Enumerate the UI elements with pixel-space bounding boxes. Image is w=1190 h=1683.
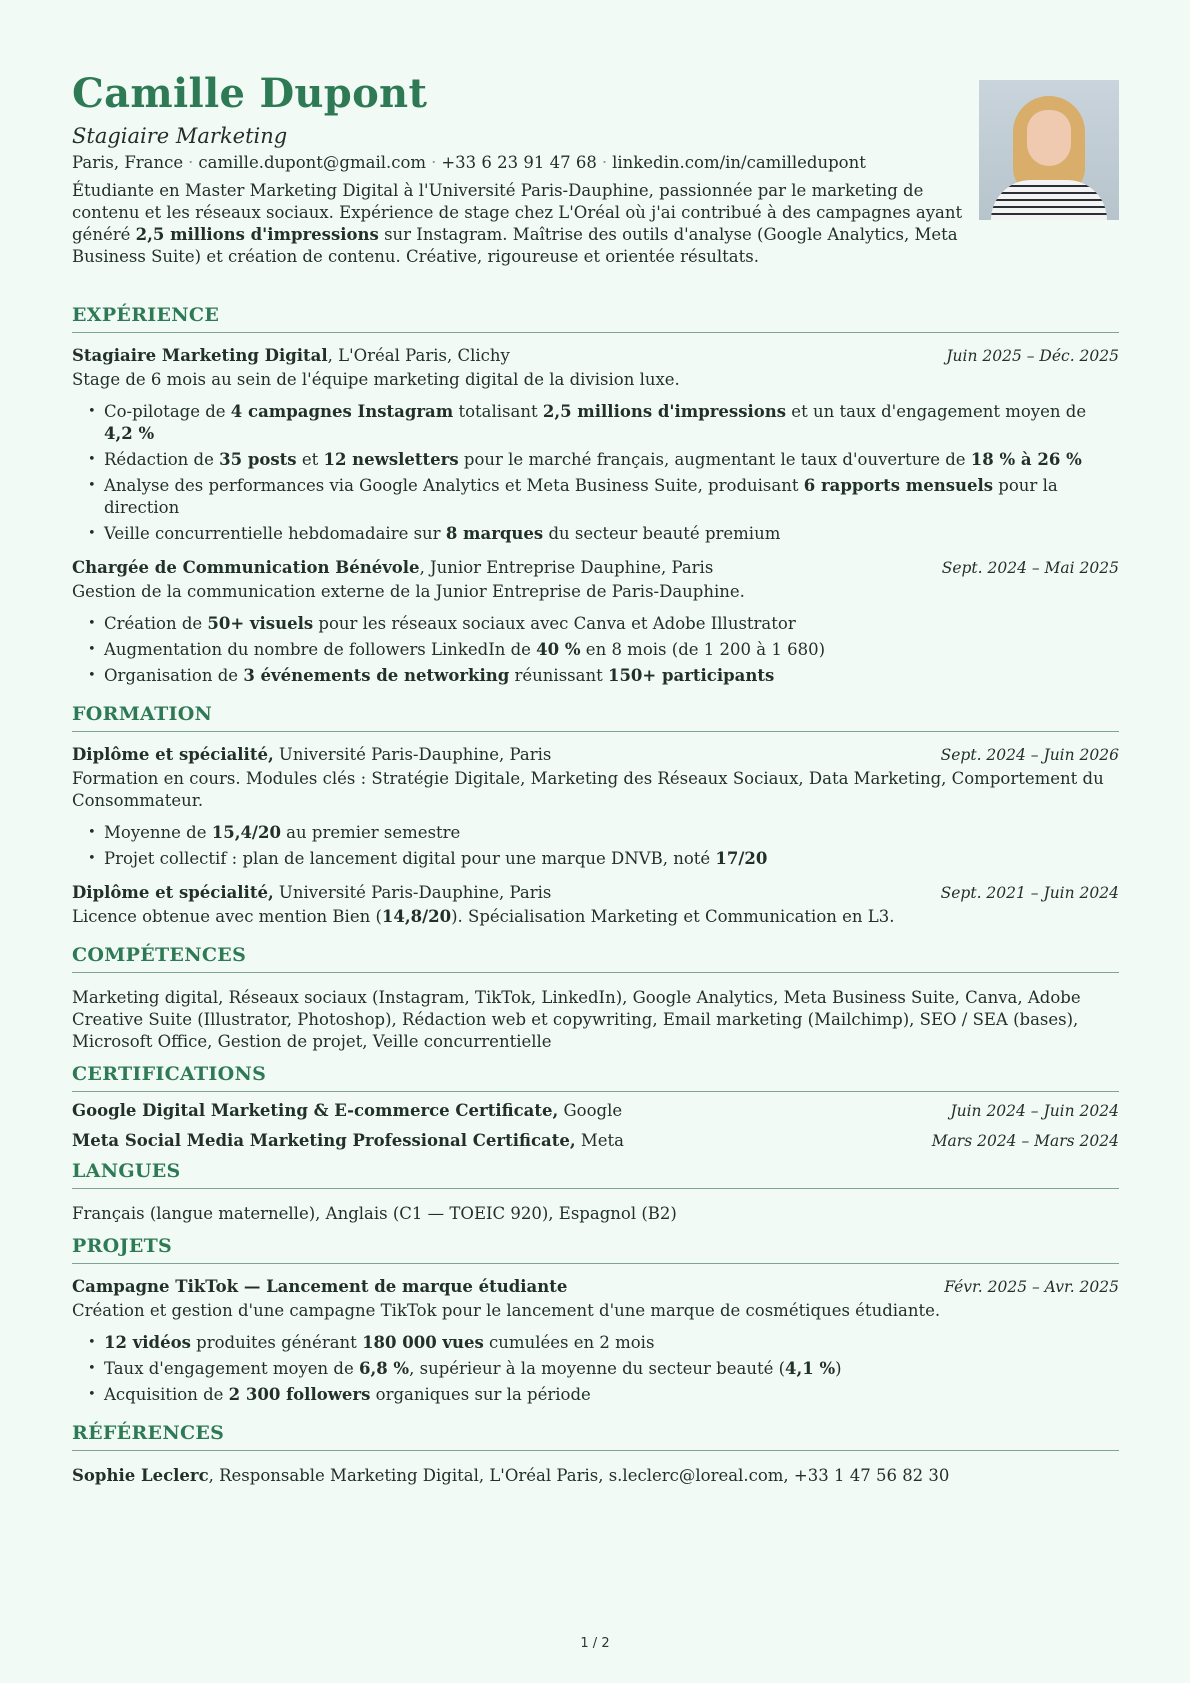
entry-date: Juin 2025 – Déc. 2025 <box>946 347 1119 365</box>
entry-item <box>72 1276 1119 1406</box>
entry-bullets <box>72 822 1119 870</box>
entry-header <box>72 1276 1119 1298</box>
certification-name: Google Digital Marketing & E-commerce Certificate, <box>72 1101 559 1120</box>
certification-item <box>72 1100 1119 1122</box>
certification-name: Meta Social Media Marketing Professional Certificate, <box>72 1131 576 1150</box>
entry-description: Stage de 6 mois au sein de l'équipe marketing digital de la division luxe. <box>72 370 680 389</box>
section-title-langues: LANGUES <box>72 1160 1119 1189</box>
contact-linkedin[interactable]: linkedin.com/in/camilledupont <box>612 153 866 172</box>
entry-header <box>72 345 1119 367</box>
certifications-list <box>72 1100 1119 1152</box>
bullet-item: • Augmentation du nombre de followers LinkedIn de 40 % en 8 mois (de 1 200 à 1 680) <box>96 639 1119 661</box>
entry-description: Licence obtenue avec mention Bien (14,8/20). Spécialisation Marketing et Communication en L3. <box>72 907 895 926</box>
entry-role: Diplôme et spécialité, <box>72 745 274 764</box>
experience-list <box>72 345 1119 687</box>
certification-date: Mars 2024 – Mars 2024 <box>931 1132 1119 1150</box>
entry-role: Campagne TikTok — Lancement de marque étudiante <box>72 1277 568 1296</box>
contact-location: Paris, France <box>72 153 184 172</box>
languages-text: Français (langue maternelle), Anglais (C1 — TOEIC 920), Espagnol (B2) <box>72 1204 677 1223</box>
resume-page <box>72 66 1119 1487</box>
entry-role: Diplôme et spécialité, <box>72 883 274 902</box>
certification-issuer: Google <box>558 1101 623 1120</box>
section-title-experience: EXPÉRIENCE <box>72 304 1119 333</box>
section-title-references: RÉFÉRENCES <box>72 1422 1119 1451</box>
resume-header <box>72 70 1119 288</box>
entry-bullets <box>72 401 1119 545</box>
bullet-item: • Acquisition de 2 300 followers organiques sur la période <box>96 1384 1119 1406</box>
certification-issuer: Meta <box>575 1131 624 1150</box>
entry-description: Création et gestion d'une campagne TikTok pour le lancement d'une marque de cosmétiques étudiante. <box>72 1301 941 1320</box>
bullet-item: • Co-pilotage de 4 campagnes Instagram totalisant 2,5 millions d'impressions et un taux d'engagement moyen de 4,2 % <box>96 401 1119 445</box>
entry-bullets <box>72 613 1119 687</box>
section-title-formation: FORMATION <box>72 703 1119 732</box>
bullet-item: • Rédaction de 35 posts et 12 newsletters pour le marché français, augmentant le taux d'ouverture de 18 % à 26 % <box>96 449 1119 471</box>
contact-line: Paris, France · camille.dupont@gmail.com · +33 6 23 91 47 68 · linkedin.com/in/camilledupont <box>72 153 866 172</box>
certification-date: Juin 2024 – Juin 2024 <box>950 1102 1119 1120</box>
bullet-item: • Projet collectif : plan de lancement digital pour une marque DNVB, noté 17/20 <box>96 848 1119 870</box>
formation-list <box>72 744 1119 928</box>
profile-summary: Étudiante en Master Marketing Digital à l'Université Paris-Dauphine, passionnée par le marketing de contenu et les réseaux sociaux. Expérience de stage chez L'Oréal où j'ai contribué à des campagnes ayant généré 2,5 millions d'impressions sur Instagram. Maîtrise des outils d'analyse (Google Analytics, Meta Business Suite) et création de contenu. Créative, rigoureuse et orientée résultats. <box>72 181 963 266</box>
certification-item <box>72 1130 1119 1152</box>
entry-organization: Université Paris-Dauphine, Paris <box>273 883 552 902</box>
bullet-item: • Organisation de 3 événements de networking réunissant 150+ participants <box>96 665 1119 687</box>
bullet-item: • Veille concurrentielle hebdomadaire sur 8 marques du secteur beauté premium <box>96 523 1119 545</box>
entry-item <box>72 345 1119 545</box>
reference-item <box>72 1465 1119 1487</box>
section-title-competences: COMPÉTENCES <box>72 944 1119 973</box>
entry-role: Chargée de Communication Bénévole <box>72 558 420 577</box>
reference-name: Sophie Leclerc <box>72 1466 209 1485</box>
entry-header <box>72 557 1119 579</box>
entry-bullets <box>72 1332 1119 1406</box>
bullet-item: • Taux d'engagement moyen de 6,8 %, supérieur à la moyenne du secteur beauté (4,1 %) <box>96 1358 1119 1380</box>
bullet-item: • Moyenne de 15,4/20 au premier semestre <box>96 822 1119 844</box>
bullet-item: • 12 vidéos produites générant 180 000 vues cumulées en 2 mois <box>96 1332 1119 1354</box>
entry-description: Formation en cours. Modules clés : Stratégie Digitale, Marketing des Réseaux Sociaux, Data Marketing, Comportement du Consommateur. <box>72 769 1104 810</box>
contact-phone: +33 6 23 91 47 68 <box>441 153 597 172</box>
bullet-item: • Analyse des performances via Google Analytics et Meta Business Suite, produisant 6 rapports mensuels pour la direction <box>96 475 1119 519</box>
entry-date: Sept. 2024 – Mai 2025 <box>941 559 1119 577</box>
entry-date: Sept. 2024 – Juin 2026 <box>940 746 1119 764</box>
entry-organization: , Junior Entreprise Dauphine, Paris <box>419 558 714 577</box>
bullet-item: • Création de 50+ visuels pour les réseaux sociaux avec Canva et Adobe Illustrator <box>96 613 1119 635</box>
entry-date: Févr. 2025 – Avr. 2025 <box>944 1278 1119 1296</box>
entry-date: Sept. 2021 – Juin 2024 <box>940 884 1119 902</box>
contact-email[interactable]: camille.dupont@gmail.com <box>198 153 427 172</box>
entry-organization: , L'Oréal Paris, Clichy <box>327 346 510 365</box>
section-title-certifications: CERTIFICATIONS <box>72 1063 1119 1092</box>
entry-organization: Université Paris-Dauphine, Paris <box>273 745 552 764</box>
entry-header <box>72 744 1119 766</box>
entry-header <box>72 882 1119 904</box>
entry-description: Gestion de la communication externe de la Junior Entreprise de Paris-Dauphine. <box>72 582 745 601</box>
projects-list <box>72 1276 1119 1406</box>
entry-item <box>72 744 1119 870</box>
job-title: Stagiaire Marketing <box>72 124 288 148</box>
reference-details: , Responsable Marketing Digital, L'Oréal Paris, s.leclerc@loreal.com, +33 1 47 56 82 30 <box>208 1466 950 1485</box>
entry-item <box>72 557 1119 687</box>
candidate-name: Camille Dupont <box>72 70 428 117</box>
page-number: 1 / 2 <box>580 1636 610 1651</box>
entry-item <box>72 882 1119 928</box>
portrait-photo-icon <box>979 80 1119 220</box>
entry-role: Stagiaire Marketing Digital <box>72 346 328 365</box>
skills-text: Marketing digital, Réseaux sociaux (Instagram, TikTok, LinkedIn), Google Analytics, Meta Business Suite, Canva, Adobe Creative Suite (Illustrator, Photoshop), Rédaction web et copywriting, Email marketing (Mailchimp), SEO / SEA (bases), Microsoft Office, Gestion de projet, Veille concurrentielle <box>72 988 1081 1051</box>
section-title-projets: PROJETS <box>72 1235 1119 1264</box>
